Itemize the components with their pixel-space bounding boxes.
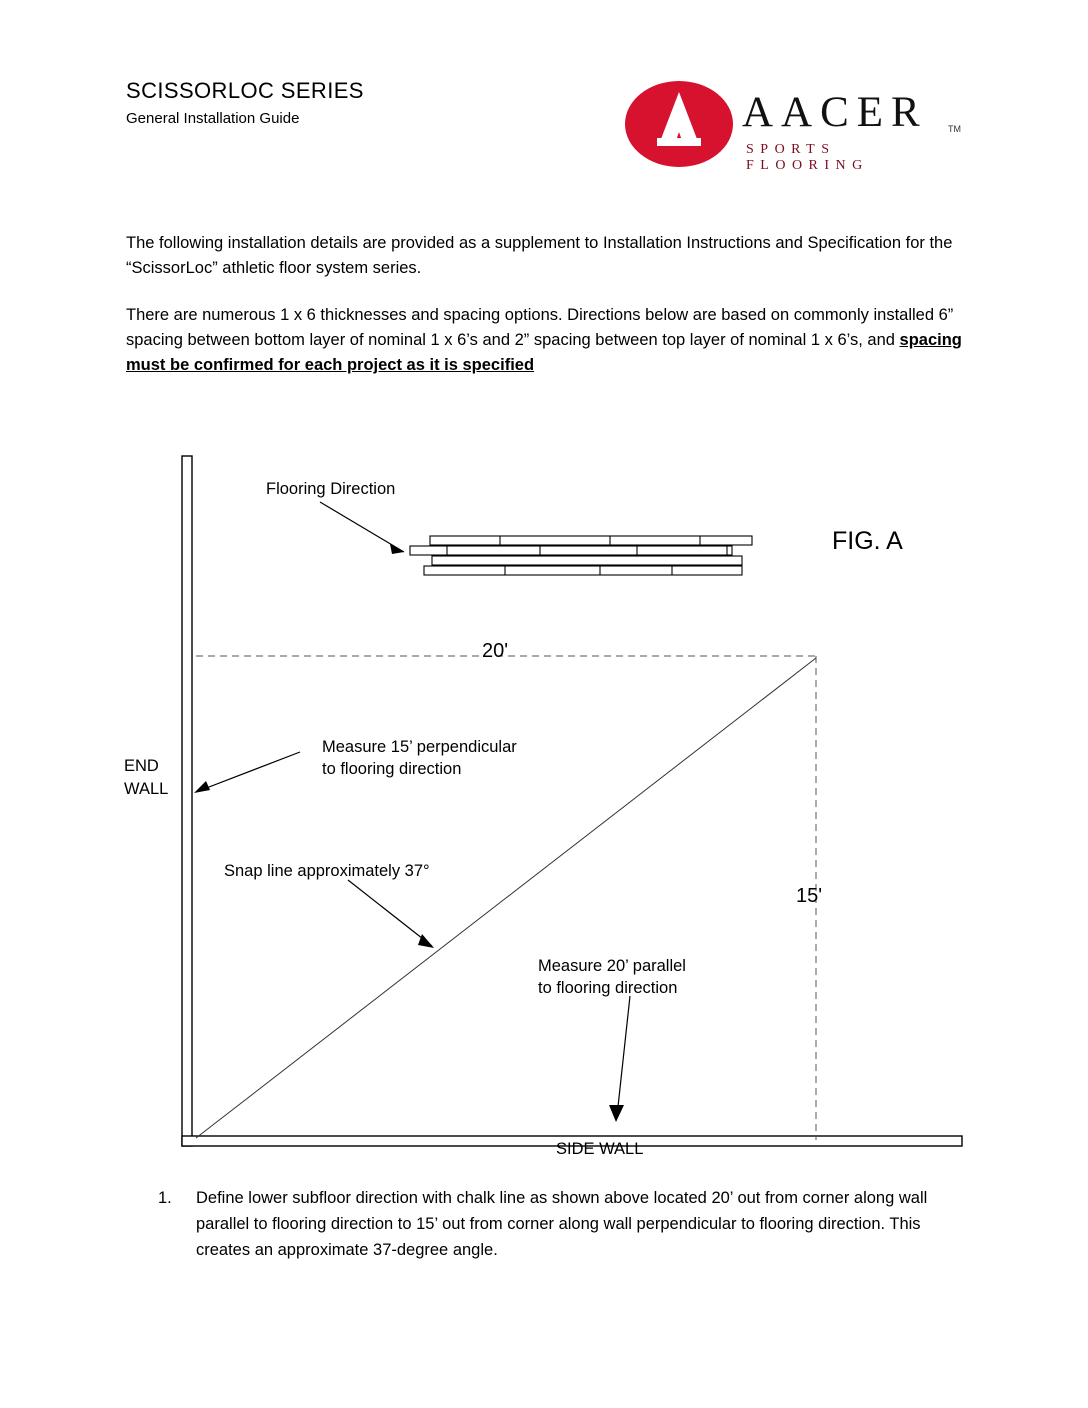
title-block: [126, 78, 364, 127]
label-end-wall-line2: WALL: [124, 780, 169, 798]
label-figure-name: FIG. A: [832, 527, 903, 555]
list-item-text: Define lower subfloor direction with chalk line as shown above located 20’ out from corner along wall parallel to flooring direction to 15’ out from corner along wall perpendicular to flooring direction. This creates an approximate 37-degree angle.: [196, 1189, 928, 1259]
figure-a-drawing: [0, 440, 1088, 1180]
label-snap-line: Snap line approximately 37°: [224, 862, 430, 880]
label-measure-15-line2: to flooring direction: [322, 760, 462, 778]
label-flooring-direction: Flooring Direction: [266, 480, 396, 498]
page-header: [0, 78, 1088, 188]
label-dimension-top: 20': [482, 640, 509, 662]
snap-line-arrow: [348, 880, 434, 948]
flooring-boards: [410, 536, 752, 575]
label-dimension-right: 15': [796, 885, 823, 907]
spacing-paragraph: [126, 303, 966, 378]
label-measure-20: [538, 955, 686, 999]
page-subtitle: General Installation Guide: [126, 110, 300, 127]
label-measure-15-line1: Measure 15’ perpendicular: [322, 738, 517, 756]
end-wall-arrow: [194, 752, 300, 793]
label-measure-15: [322, 736, 517, 780]
label-end-wall-line1: END: [124, 757, 159, 775]
label-measure-20-line1: Measure 20’ parallel: [538, 957, 686, 975]
list-item-number: 1.: [158, 1189, 172, 1207]
intro-paragraph: The following installation details are provided as a supplement to Installation Instructions and Specification for the “ScissorLoc” athletic floor system series.: [126, 234, 953, 277]
logo-trademark: TM: [948, 124, 961, 134]
aacer-logo-mark-icon: [624, 80, 734, 168]
page-title: SCISSORLOC SERIES: [126, 78, 364, 103]
spacing-paragraph-emphasis: spacing must be confirmed for each project as it is specified: [126, 331, 962, 374]
measure-20-arrow: [609, 996, 630, 1122]
label-end-wall: [124, 755, 168, 801]
logo-wordmark: AACER: [742, 89, 928, 136]
label-side-wall: SIDE WALL: [556, 1140, 644, 1158]
spacing-paragraph-text: There are numerous 1 x 6 thicknesses and spacing options. Directions below are based on commonly installed 6” spacing between bottom layer of nominal 1 x 6’s and 2” spacing between top layer of nominal 1 x 6’s, and: [126, 306, 954, 349]
end-wall-shape: [182, 456, 192, 1146]
figure-a: [0, 440, 1088, 1180]
label-measure-20-line2: to flooring direction: [538, 979, 678, 997]
logo-tagline: SPORTS FLOORING: [746, 142, 869, 173]
flooring-direction-arrow: [320, 502, 404, 554]
list-item: [158, 1185, 974, 1263]
aacer-logo: [624, 80, 968, 185]
snap-line: [196, 658, 816, 1138]
